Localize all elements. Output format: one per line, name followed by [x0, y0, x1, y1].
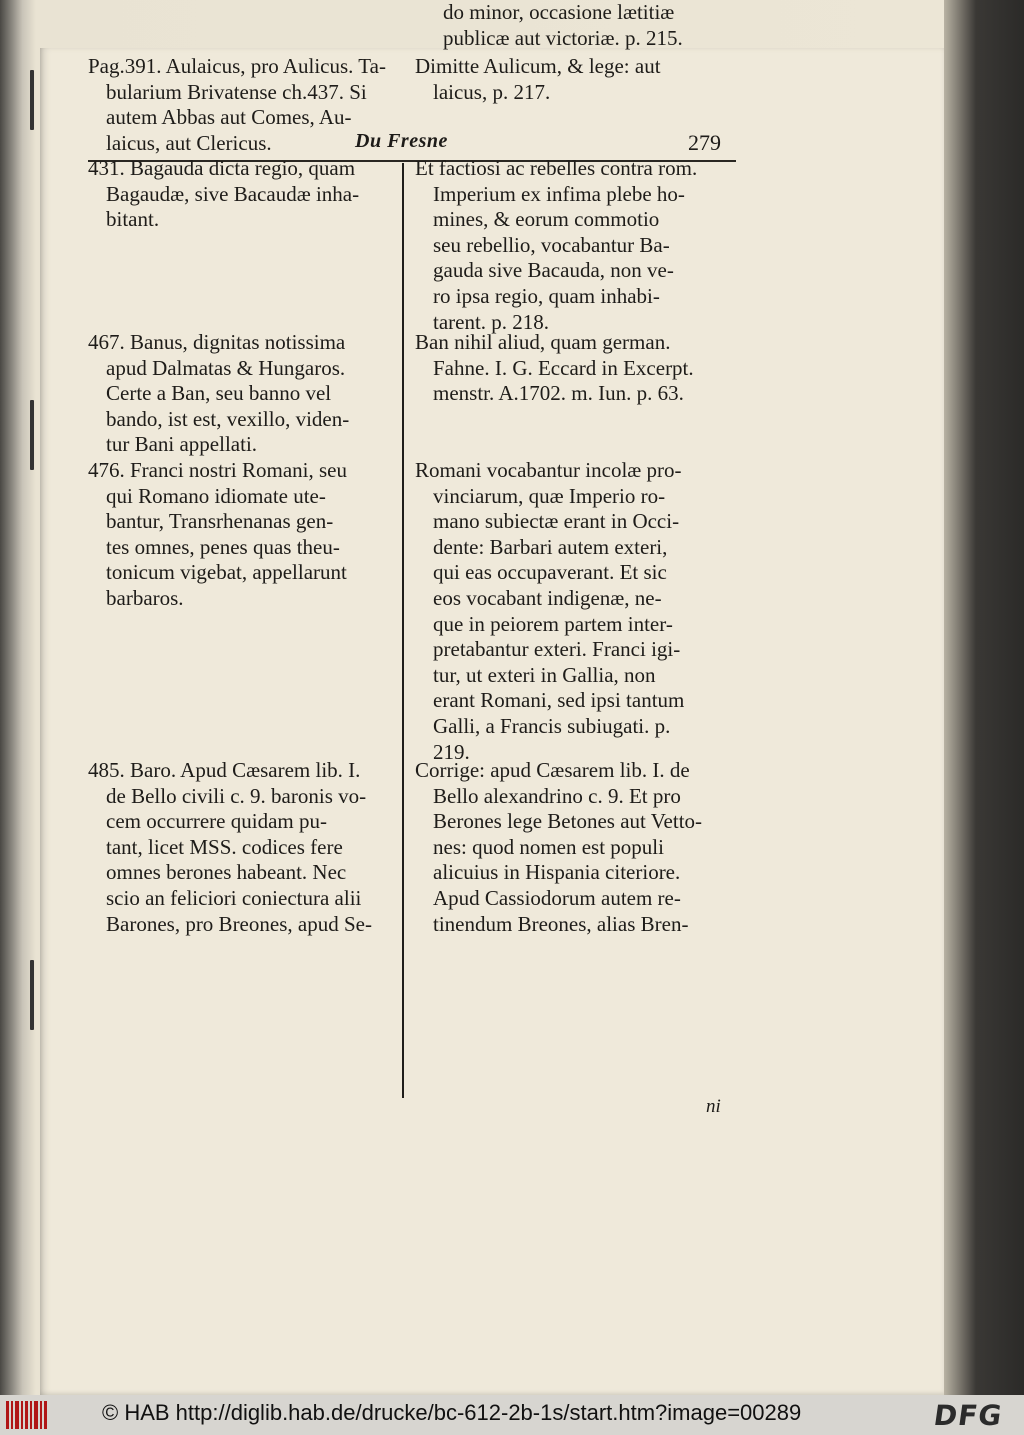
- line: bando, ist est, vexillo, viden-: [106, 406, 350, 431]
- line: nes: quod nomen est populi: [433, 834, 664, 859]
- gutter-stitching: [0, 60, 30, 1400]
- dfg-logo: DFG: [931, 1399, 1005, 1432]
- line: mines, & eorum commotio: [433, 207, 660, 232]
- line: Dimitte Aulicum, & lege: aut: [415, 54, 661, 78]
- line: 485. Baro. Apud Cæsarem lib. I.: [88, 758, 361, 782]
- right-entry: [425, 0, 745, 51]
- barcode-icon: [6, 1401, 48, 1429]
- line: de Bello civili c. 9. baronis vo-: [106, 783, 367, 808]
- line: publicæ aut victoriæ. p. 215.: [443, 25, 683, 50]
- line: pretabantur exteri. Franci igi-: [433, 637, 681, 662]
- line: Ban nihil aliud, quam german.: [415, 330, 671, 354]
- line: Imperium ex infima plebe ho-: [433, 181, 685, 206]
- right-entry: [415, 458, 735, 765]
- right-entry: [415, 330, 735, 407]
- line: autem Abbas aut Comes, Au-: [106, 105, 352, 130]
- line: Certe a Ban, seu banno vel: [106, 381, 332, 406]
- left-entry: [88, 330, 400, 458]
- line: Fahne. I. G. Eccard in Excerpt.: [433, 355, 694, 380]
- right-entry: [415, 156, 735, 335]
- line: apud Dalmatas & Hungaros.: [106, 355, 346, 380]
- line: Barones, pro Breones, apud Se-: [106, 911, 372, 936]
- line: Bagaudæ, sive Bacaudæ inha-: [106, 181, 360, 206]
- line: eos vocabant indigenæ, ne-: [433, 585, 662, 610]
- line: cem occurrere quidam pu-: [106, 809, 327, 834]
- column-divider: [402, 163, 404, 1098]
- line: erant Romani, sed ipsi tantum: [433, 688, 685, 713]
- line: 219.: [433, 739, 470, 764]
- left-entry: [88, 458, 400, 612]
- running-head: Du Fresne: [355, 130, 448, 152]
- line: Berones lege Betones aut Vetto-: [433, 809, 703, 834]
- line: Bello alexandrino c. 9. Et pro: [433, 783, 681, 808]
- left-entry: [88, 156, 400, 233]
- line: barbaros.: [106, 585, 184, 610]
- line: 431. Bagauda dicta regio, quam: [88, 156, 356, 180]
- source-link[interactable]: © HAB http://diglib.hab.de/drucke/bc-612-2b-1s/start.htm?image=00289: [102, 1400, 802, 1425]
- line: bularium Brivatense ch.437. Si: [106, 79, 367, 104]
- line: tinendum Breones, alias Bren-: [433, 911, 689, 936]
- line: tonicum vigebat, appellarunt: [106, 560, 347, 585]
- left-entry: [88, 54, 400, 156]
- line: qui eas occupaverant. Et sic: [433, 560, 667, 585]
- line: seu rebellio, vocabantur Ba-: [433, 232, 670, 257]
- line: bantur, Transrhenanas gen-: [106, 509, 334, 534]
- right-entry: [415, 758, 735, 937]
- line: Apud Cassiodorum autem re-: [433, 885, 681, 910]
- page-number: 279: [688, 130, 721, 155]
- line: Romani vocabantur incolæ pro-: [415, 458, 682, 482]
- line: tur Bani appellati.: [106, 432, 258, 457]
- line: gauda sive Bacauda, non ve-: [433, 258, 674, 283]
- line: 467. Banus, dignitas notissima: [88, 330, 346, 354]
- line: bitant.: [106, 207, 160, 232]
- line: vinciarum, quæ Imperio ro-: [433, 483, 666, 508]
- line: Et factiosi ac rebelles contra rom.: [415, 156, 698, 180]
- left-entry: [88, 758, 400, 937]
- line: scio an feliciori coniectura alii: [106, 885, 362, 910]
- right-entry: [415, 54, 735, 105]
- line: 476. Franci nostri Romani, seu: [88, 458, 347, 482]
- line: laicus, p. 217.: [433, 79, 551, 104]
- line: que in peiorem partem inter-: [433, 611, 673, 636]
- line: dente: Barbari autem exteri,: [433, 534, 668, 559]
- viewer-footer: [0, 1395, 1024, 1435]
- line: do minor, occasione lætitiæ: [443, 0, 675, 24]
- line: Pag.391. Aulaicus, pro Aulicus. Ta-: [88, 54, 386, 78]
- line: mano subiectæ erant in Occi-: [433, 509, 680, 534]
- line: menstr. A.1702. m. Iun. p. 63.: [433, 381, 684, 406]
- line: tant, licet MSS. codices fere: [106, 834, 343, 859]
- line: tes omnes, penes quas theu-: [106, 534, 340, 559]
- line: qui Romano idiomate ute-: [106, 483, 326, 508]
- line: omnes berones habeant. Nec: [106, 860, 347, 885]
- line: tur, ut exteri in Gallia, non: [433, 662, 656, 687]
- line: laicus, aut Clericus.: [106, 130, 272, 155]
- line: alicuius in Hispania citeriore.: [433, 860, 681, 885]
- line: ro ipsa regio, quam inhabi-: [433, 283, 660, 308]
- scan-edge-right: [944, 0, 1024, 1395]
- catchword: ni: [706, 1096, 721, 1117]
- line: Corrige: apud Cæsarem lib. I. de: [415, 758, 690, 782]
- line: tarent. p. 218.: [433, 309, 550, 334]
- line: Galli, a Francis subiugati. p.: [433, 713, 671, 738]
